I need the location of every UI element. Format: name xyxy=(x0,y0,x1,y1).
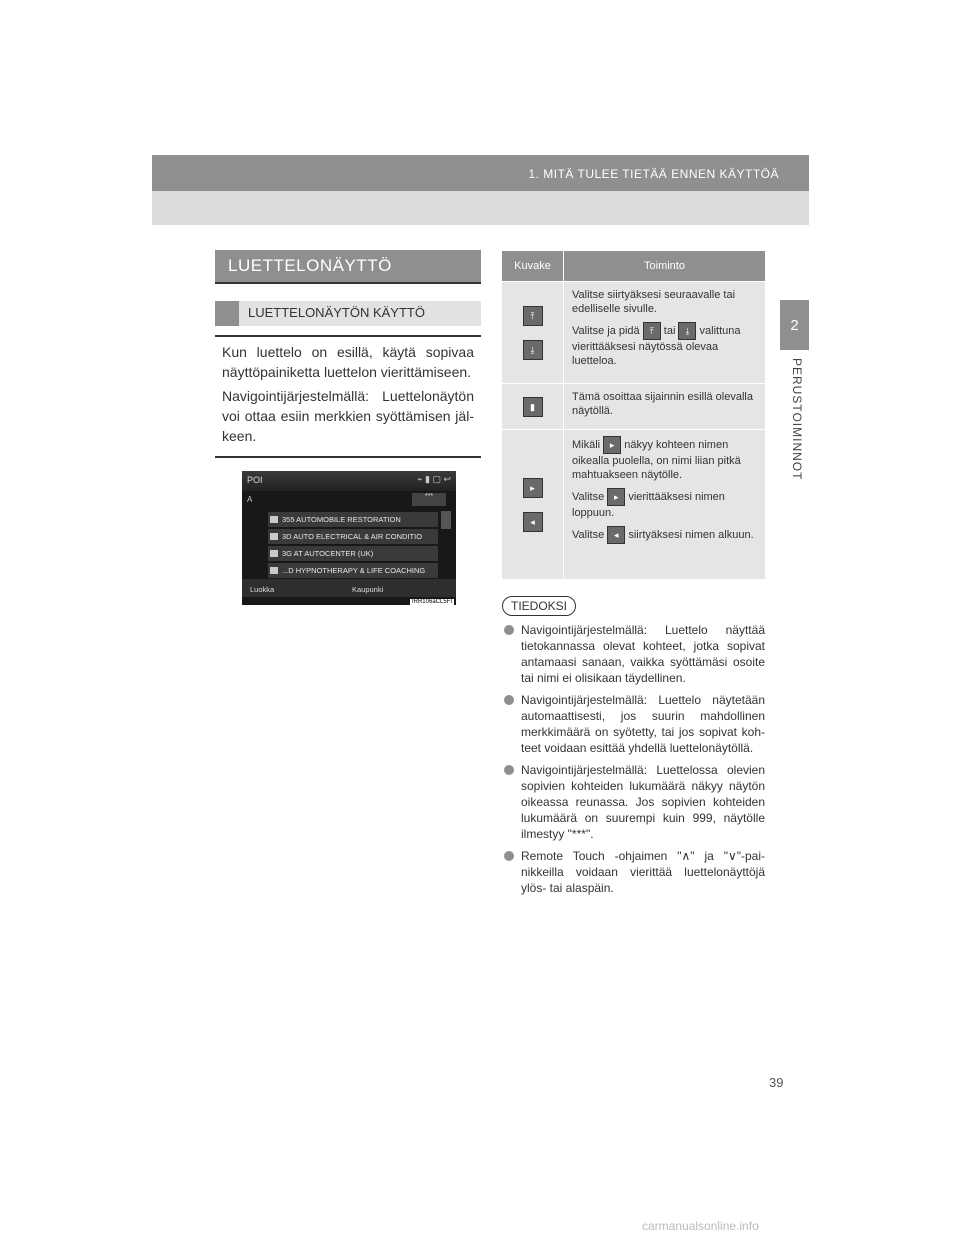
scroll-position-icon: ▮ xyxy=(523,397,543,417)
note-item xyxy=(502,762,765,842)
back-arrow-icon: ⌁ ▮ ▢ ↩ xyxy=(417,474,451,484)
bullet-icon xyxy=(504,765,514,775)
page-up-icon: ⤒ xyxy=(523,306,543,326)
figure-code: IRR106aCL5FI xyxy=(411,599,452,605)
row-text xyxy=(572,322,755,368)
poi-icon xyxy=(270,516,278,523)
list-item-label: ...D HYPNOTHERAPY & LIFE COACHING xyxy=(282,566,426,575)
back-to-start-icon: ◂ xyxy=(607,526,625,544)
page-header xyxy=(152,155,809,225)
page-down-icon: ⤓ xyxy=(678,322,696,340)
screenshot-topbar xyxy=(242,471,456,491)
row-text-part: Valitse xyxy=(572,528,605,541)
intro-paragraph-2: Navigointijärjestelmällä: Luettelonäytön voi ottaa esiin merkkien syöttämisen jälkeen. xyxy=(222,388,474,444)
row-text xyxy=(572,488,755,520)
more-text-icon: ▸ xyxy=(607,488,625,506)
more-text-icon: ▸ xyxy=(603,436,621,454)
row-text-part: Mikäli xyxy=(572,438,601,451)
note-text: Navigointijärjestelmällä: Luettelo näyttää tietokannassa olevat kohteet, jotka sopivat antamaasi sanaan, vaikka syöttämäsi osoite tai nimi ei olisikaan täydellinen. xyxy=(521,623,765,685)
bullet-icon xyxy=(504,695,514,705)
list-item-label: 3G AT AUTOCENTER (UK) xyxy=(282,549,374,558)
subtitle-text: LUETTELONÄYTÖN KÄYTTÖ xyxy=(248,305,425,320)
bullet-icon xyxy=(504,625,514,635)
note-text: Remote Touch -ohjaimen "∧" ja "∨"-painikkeilla voidaan vierittää luettelonäyttöjä ylös- tai alaspäin. xyxy=(521,849,765,895)
bullet-icon xyxy=(504,851,514,861)
row-text-part: näkyy kohteen nimen oikealla puolella, on nimi liian pitkä mahtuakseen näytölle. xyxy=(572,438,741,481)
header-title: 1. MITÄ TULEE TIETÄÄ ENNEN KÄYTTÖÄ xyxy=(528,167,779,181)
row-description xyxy=(564,282,765,383)
chapter-tab: 2 xyxy=(780,300,809,350)
row-text: Tämä osoittaa sijainnin esillä olevalla näytöllä. xyxy=(572,391,753,417)
table-row xyxy=(502,429,765,579)
list-item xyxy=(268,563,438,578)
col-icon-header: Kuvake xyxy=(502,251,564,281)
note-item xyxy=(502,692,765,756)
list-item-label: 3D AUTO ELECTRICAL & AIR CONDITIO xyxy=(282,532,423,541)
list-item xyxy=(268,512,438,527)
intro-paragraph-1: Kun luettelo on esillä, käytä sopivaa näyttöpainiketta luettelon vierittämiseen. xyxy=(222,344,474,380)
notes-tag: TIEDOKSI xyxy=(502,596,576,616)
list-item xyxy=(268,546,438,561)
chapter-label: PERUSTOIMINNOT xyxy=(790,358,804,481)
row-text-part: vierittääksesi nimen loppuun. xyxy=(572,490,725,519)
page-down-icon: ⤓ xyxy=(523,340,543,360)
more-text-icon: ▸ xyxy=(523,478,543,498)
note-text: Navigointijärjestelmällä: Luettelo näytetään automaattisesti, jos suurin mahdollinen merkkimäärä on syötetty, tai jos sopivat kohteet voidaan esittää yhdellä luettelonäytöllä. xyxy=(521,693,765,755)
col-function-header: Toiminto xyxy=(644,260,685,272)
list-item xyxy=(268,529,438,544)
table-row xyxy=(502,281,765,383)
row-text-part: tai xyxy=(663,324,676,337)
row-text-part: valittuna vierittääksesi näytössä olevaa luetteloa. xyxy=(572,324,741,367)
page-number: 39 xyxy=(769,1075,784,1090)
poi-list-screenshot xyxy=(242,471,456,605)
section-title: LUETTELONÄYTTÖ xyxy=(215,250,481,284)
poi-icon xyxy=(270,567,278,574)
notes-section xyxy=(502,596,765,896)
section-subtitle xyxy=(215,301,481,326)
row-icons xyxy=(502,430,564,579)
table-row xyxy=(502,383,765,429)
screenshot-letter: A xyxy=(247,495,253,504)
poi-icon xyxy=(270,533,278,540)
note-item xyxy=(502,622,765,686)
back-to-start-icon: ◂ xyxy=(523,512,543,532)
row-icons xyxy=(502,282,564,383)
subtitle-marker xyxy=(215,301,239,326)
screenshot-title: POI xyxy=(247,475,263,485)
note-text: Navigointijärjestelmällä: Luettelossa olevien sopivien kohteiden lukumäärä näkyy näytön oikeassa reunassa. Jos sopivien kohteiden lukumäärä on suurempi kuin 999, näytölle ilmestyy "***". xyxy=(521,763,765,841)
row-text xyxy=(572,526,755,544)
header-bar xyxy=(152,155,809,191)
row-text-part: Valitse xyxy=(572,490,605,503)
row-text-part: Valitse ja pidä xyxy=(572,324,640,337)
note-item xyxy=(502,848,765,896)
row-description xyxy=(564,430,765,579)
footer-watermark: carmanualsonline.info xyxy=(642,1219,759,1233)
category-button: Luokka xyxy=(250,585,275,594)
row-description xyxy=(564,384,765,429)
icon-table xyxy=(502,251,765,579)
scroll-position-icon xyxy=(441,511,451,529)
row-text: Valitse siirtyäksesi seuraavalle tai edelliselle sivulle. xyxy=(572,289,736,315)
city-button: Kaupunki xyxy=(352,585,384,594)
intro-box xyxy=(215,335,481,458)
row-text xyxy=(572,436,755,482)
row-icons xyxy=(502,384,564,429)
table-header xyxy=(502,251,765,281)
page-up-icon: ⤒ xyxy=(643,322,661,340)
list-item-label: 355 AUTOMOBILE RESTORATION xyxy=(282,515,401,524)
poi-icon xyxy=(270,550,278,557)
screenshot-more-button: *** xyxy=(412,493,446,506)
row-text-part: siirtyäksesi nimen alkuun. xyxy=(628,528,754,541)
